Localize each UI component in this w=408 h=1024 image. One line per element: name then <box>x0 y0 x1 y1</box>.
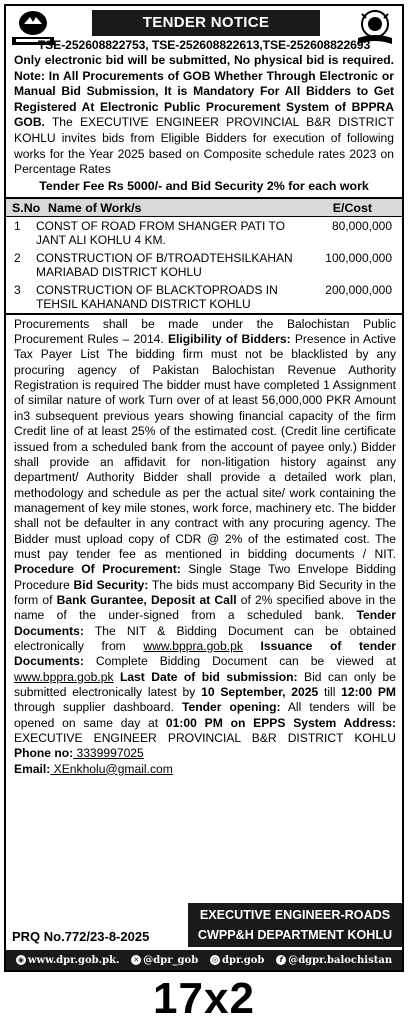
body-p6: The NIT & Bidding Document can be obtained electronically from <box>14 623 396 653</box>
table-row <box>6 281 402 313</box>
issuance-label: Issuance of tender Documents: <box>14 638 396 669</box>
email-link[interactable]: XEnkholu@gmail.com <box>50 761 173 776</box>
body-p10: through supplier dashboard. <box>14 700 182 715</box>
globe-icon: ◉ <box>17 956 24 964</box>
body-p4: The bids must accompany Bid Security in the form of <box>14 577 396 607</box>
body-p2: Presence in Active Tax Payer List The bidding firm must not be blacklisted by any procuring agency of Pakistan Balochistan Revenue Authority Registration is required The bidder must have completed 1 Assignment of similar nature of work Turn over of at least 56,000,000 PKR Amount in3 subsequent previous years showing financial capacity of the firm Credit line of at least 25% of the estimated cost. (Credit line certificate issued from a scheduled bank from the account of payee only.) Bidder shall provide an affidavit for non-litigation history against any department/ Authority Bidder shall provide a detailed work plan, methodology and schedule as per the actual site/ work containing the management of key mile stones, work force, machinery etc. The bidder shall not be defaulter in any contract with any procuring agency. The Bidder must upload copy of CDR @ 2% of the estimated cost. The must pay tender fee as mentioned in bidding documents / NIT. <box>14 332 396 561</box>
phone-number[interactable]: 3339997025 <box>73 746 144 761</box>
facebook-link[interactable] <box>276 955 392 966</box>
twitter-label: @dpr_gob <box>143 954 199 966</box>
row-name: CONSTRUCTION OF B/TROADTEHSILKAHAN MARIABAD DISTRICT KOHLU <box>36 250 293 280</box>
header-cost: E/Cost <box>332 200 372 215</box>
last-date-label: Last Date of bid submission: <box>113 669 298 684</box>
page-title: TENDER NOTICE <box>92 10 320 36</box>
row-name: CONSTRUCTION OF BLACKTOPROADS IN TEHSIL KAHANAND DISTRICT KOHLU <box>36 282 278 312</box>
facebook-icon: f <box>276 955 286 965</box>
bank-label: Bank Gurantee, Deposit at Call <box>56 592 237 607</box>
table-header <box>6 199 402 217</box>
submission-date: 10 September, 2025 <box>201 685 319 699</box>
opening-time: 01:00 PM on EPPS System Address: <box>165 715 396 730</box>
row-name: CONST OF ROAD FROM SHANGER PATI TO JANT ALI KOHLU 4 KM. <box>36 218 285 248</box>
opening-label: Tender opening: <box>181 700 281 715</box>
office-line-2: CWPP&H DEPARTMENT KOHLU <box>197 928 393 942</box>
row-cost: 200,000,000 <box>325 282 392 297</box>
header <box>6 6 402 52</box>
web-label: www.dpr.gob.pk. <box>27 954 120 966</box>
table-row <box>6 217 402 249</box>
body-p1: Procurements shall be made under the Balochistan Public Procurement Rules – 2014. <box>14 316 396 347</box>
ad-size-label: 17x2 <box>153 974 255 1023</box>
intro-text: The EXECUTIVE ENGINEER PROVINCIAL B&R DISTRICT KOHLU invites bids from Eligible Bidders for execution of following works for the Year 2025 based on Composite schedule rates 2023 on Percentage Rates <box>14 115 394 177</box>
eligibility-label: Eligibility of Bidders: <box>167 332 291 347</box>
header-sno: S.No <box>12 200 41 215</box>
body-p9: till <box>318 685 342 699</box>
header-name: Name of Work/s <box>48 200 142 215</box>
body-p12: EXECUTIVE ENGINEER PROVINCIAL B&R DISTRICT KOHLU <box>14 731 396 746</box>
works-table <box>6 197 402 315</box>
body-text <box>6 315 402 777</box>
row-sno: 3 <box>14 282 21 297</box>
office-banner <box>188 903 402 947</box>
instagram-label: dpr.gob <box>221 954 265 966</box>
body-p5: of 2% specified above in the name of the under-signed from a scheduled bank. <box>14 592 396 623</box>
email-label: Email: <box>14 761 51 776</box>
footer <box>6 899 402 951</box>
twitter-link[interactable] <box>131 955 198 966</box>
prq-number: PRQ No.772/23-8-2025 <box>12 929 150 944</box>
tse-numbers: TSE-252608822753, TSE-252608822613,TSE-252608822693 <box>37 38 371 52</box>
facebook-label: @dgpr.balochistan <box>288 954 393 966</box>
office-line-1: EXECUTIVE ENGINEER-ROADS <box>199 908 391 922</box>
body-p7: Complete Bidding Document can be viewed at <box>83 654 396 669</box>
instagram-link[interactable] <box>210 955 264 966</box>
row-cost: 100,000,000 <box>325 250 392 265</box>
tender-notice <box>4 4 404 972</box>
instagram-icon: ◎ <box>211 956 218 964</box>
bppra-link[interactable]: www.bppra.gob.pk <box>143 638 243 653</box>
tender-docs-label: Tender Documents: <box>14 608 396 638</box>
table-row <box>6 249 402 281</box>
body-p8: Bid can only be submitted electronically latest by <box>14 669 396 699</box>
bppra-link-2[interactable]: www.bppra.gob.pk <box>14 669 114 684</box>
web-link[interactable] <box>16 955 120 966</box>
social-bar <box>6 950 402 970</box>
phone-label: Phone no: <box>14 746 74 761</box>
twitter-icon: ✕ <box>131 955 141 965</box>
fee-line: Tender Fee Rs 5000/- and Bid Security 2% for each work <box>39 178 369 193</box>
row-sno: 2 <box>14 250 21 265</box>
row-sno: 1 <box>14 218 21 233</box>
body-p3: Single Stage Two Envelope Bidding Procedure <box>14 562 396 592</box>
bid-security-label: Bid Security: <box>73 577 149 592</box>
submission-time: 12:00 PM <box>341 685 396 699</box>
intro-paragraph <box>6 52 402 178</box>
intro-bold-text: Only electronic bid will be submitted, No physical bid is required. Note: In All Procurements of GOB Whether Through Electronic or Manual Bid Submission, It is Mandatory For All Bidders to Get Registered At Electronic Public Procurement System of BPPRA GOB. <box>14 53 394 130</box>
body-p11: All tenders will be opened on same day at <box>14 700 396 730</box>
procedure-label: Procedure Of Procurement: <box>14 562 181 577</box>
row-cost: 80,000,000 <box>331 218 392 233</box>
